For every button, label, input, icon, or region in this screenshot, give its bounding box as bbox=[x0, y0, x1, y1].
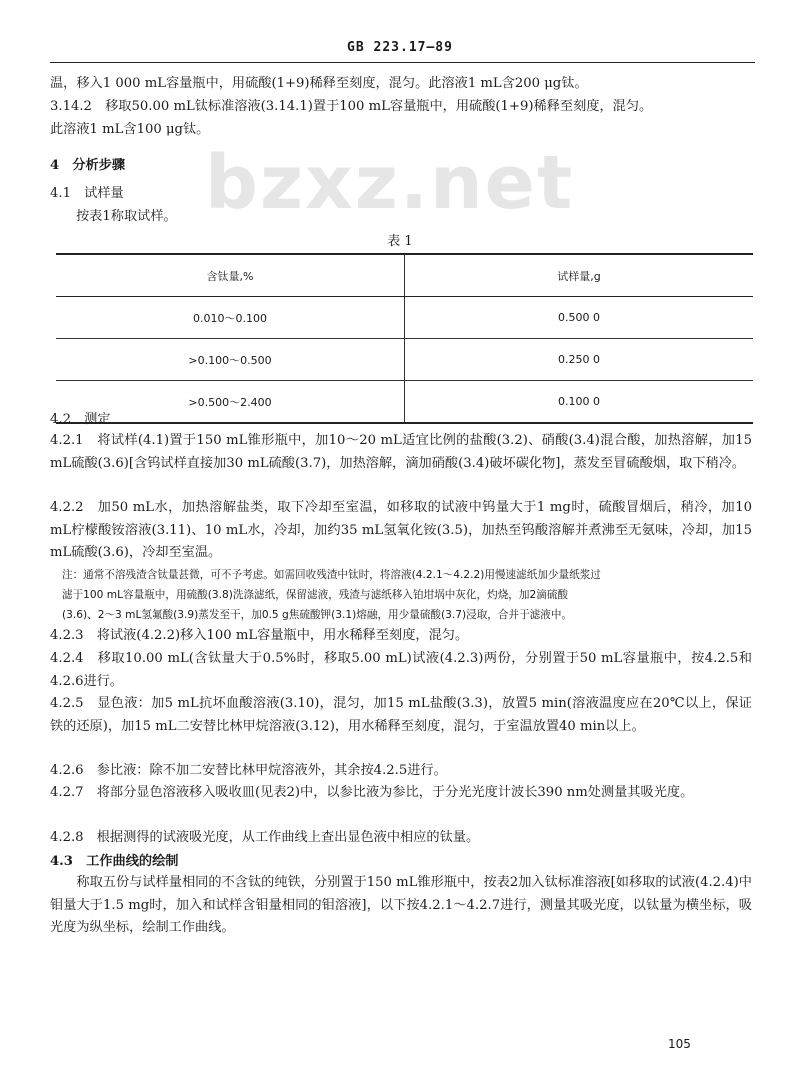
subsection-heading: 4.3 工作曲线的绘制 bbox=[50, 854, 179, 869]
table-cell: >0.500～2.400 bbox=[56, 381, 405, 424]
table-cell: 0.010～0.100 bbox=[56, 297, 405, 339]
table-cell: 0.250 0 bbox=[405, 339, 754, 381]
table-header-row bbox=[56, 254, 753, 297]
table-row bbox=[56, 339, 753, 381]
paragraph-4-3: 称取五份与试样量相同的不含钛的纯铁，分别置于150 mL锥形瓶中，按表2加入钛标准溶液[如移取的试液(4.2.4)中钼量大于1.5 mg时，加入和试样含钼量相同的钼溶液]，以下按4.2.1～4.2.7进行，测量其吸光度，以钛量为横坐标，吸光度为纵坐标，绘制工作曲线。 bbox=[50, 875, 752, 935]
paragraph-4-2-2: 4.2.2 加50 mL水，加热溶解盐类，取下冷却至室温，如移取的试液中钨量大于1 mg时，硫酸冒烟后，稍冷，加10 mL柠檬酸铵溶液(3.11)、10 mL水，冷却，加约35 mL氢氧化铵(3.5)，加热至钨酸溶解并煮沸至无氨味，冷却，加15 mL硫酸(3.6)，冷却至室温。 bbox=[50, 500, 752, 560]
header-rule bbox=[50, 62, 755, 63]
paragraph-4-2-3: 4.2.3 将试液(4.2.2)移入100 mL容量瓶中，用水稀释至刻度，混匀。 bbox=[50, 628, 469, 643]
table-cell: 0.100 0 bbox=[405, 381, 754, 424]
page-number: 105 bbox=[668, 1037, 691, 1051]
table-caption: 表 1 bbox=[387, 234, 413, 249]
text-line: 按表1称取试样。 bbox=[76, 209, 177, 224]
column-header: 试样量,g bbox=[405, 254, 754, 297]
column-header: 含钛量,% bbox=[56, 254, 405, 297]
subsection-heading: 4.2 测定 bbox=[50, 412, 111, 427]
table-cell: 0.500 0 bbox=[405, 297, 754, 339]
note-line: 注：通常不溶残渣含钛量甚微，可不予考虑。如需回收残渣中钛时，将溶液(4.2.1～4.2.2)用慢速滤纸加少量纸浆过 bbox=[62, 569, 601, 581]
section-heading: 4 分析步骤 bbox=[50, 158, 126, 173]
paragraph-4-2-1: 4.2.1 将试样(4.1)置于150 mL锥形瓶中，加10～20 mL适宜比例的盐酸(3.2)、硝酸(3.4)混合酸，加热溶解，加15 mL硫酸(3.6)[含钨试样直接加30 mL硫酸(3.7)，加热溶解，滴加硝酸(3.4)破坏碳化物]，蒸发至冒硫酸烟，取下稍冷。 bbox=[50, 433, 752, 471]
note-block bbox=[62, 565, 722, 625]
subsection-heading: 4.1 试样量 bbox=[50, 186, 124, 201]
note-line: (3.6)、2～3 mL氢氟酸(3.9)蒸发至干，加0.5 g焦硫酸钾(3.1)熔融，用少量硫酸(3.7)浸取，合并于滤液中。 bbox=[62, 609, 573, 621]
table-row bbox=[56, 297, 753, 339]
paragraph-4-2-7: 4.2.7 将部分显色溶液移入吸收皿(见表2)中，以参比液为参比，于分光光度计波长390 nm处测量其吸光度。 bbox=[50, 785, 694, 800]
sample-mass-table bbox=[56, 253, 753, 424]
paragraph-4-2-8: 4.2.8 根据测得的试液吸光度，从工作曲线上查出显色液中相应的钛量。 bbox=[50, 830, 480, 845]
standard-number-header: GB 223.17—89 bbox=[347, 40, 453, 55]
text-line: 3.14.2 移取50.00 mL钛标准溶液(3.14.1)置于100 mL容量瓶中，用硫酸(1+9)稀释至刻度，混匀。 bbox=[50, 99, 653, 114]
paragraph-4-2-5: 4.2.5 显色液：加5 mL抗坏血酸溶液(3.10)，混匀，加15 mL盐酸(3.3)，放置5 min(溶液温度应在20℃以上，保证铁的还原)，加15 mL二安替比林甲烷溶液(3.12)，用水稀释至刻度，混匀，于室温放置40 min以上。 bbox=[50, 696, 752, 734]
text-line: 此溶液1 mL含100 μg钛。 bbox=[50, 122, 210, 137]
note-line: 滤于100 mL容量瓶中，用硫酸(3.8)洗涤滤纸，保留滤液，残渣与滤纸移入铂坩埚中灰化，灼烧，加2滴硫酸 bbox=[62, 589, 569, 601]
paragraph-4-2-4: 4.2.4 移取10.00 mL(含钛量大于0.5%时，移取5.00 mL)试液(4.2.3)两份，分别置于50 mL容量瓶中，按4.2.5和4.2.6进行。 bbox=[50, 651, 752, 689]
paragraph-4-2-6: 4.2.6 参比液：除不加二安替比林甲烷溶液外，其余按4.2.5进行。 bbox=[50, 763, 447, 778]
text-line: 温，移入1 000 mL容量瓶中，用硫酸(1+9)稀释至刻度，混匀。此溶液1 mL含200 μg钛。 bbox=[50, 76, 588, 91]
watermark: bzxz.net bbox=[205, 140, 575, 226]
table-cell: >0.100～0.500 bbox=[56, 339, 405, 381]
